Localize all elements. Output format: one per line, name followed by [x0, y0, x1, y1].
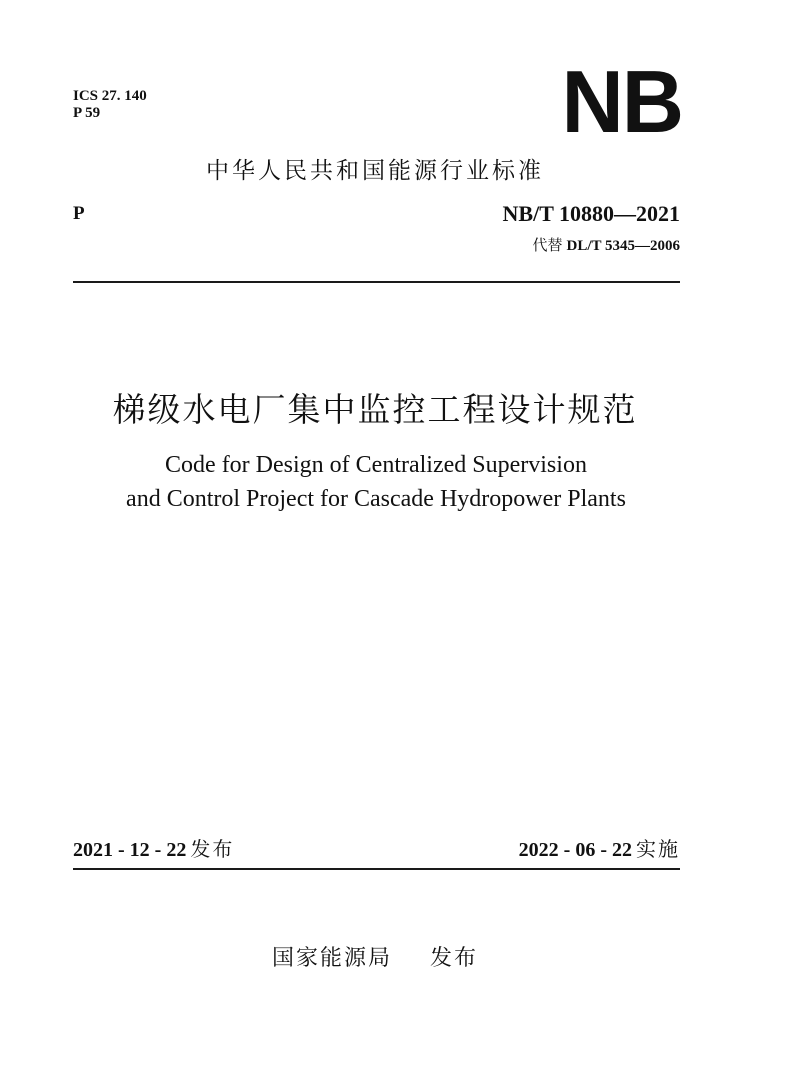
- title-english-line1: Code for Design of Centralized Supervision: [165, 452, 587, 478]
- title-english: [0, 448, 800, 516]
- replaces-number: DL/T 5345—2006: [566, 238, 680, 254]
- category-letter: P: [73, 203, 85, 224]
- replaces-label: 代替: [532, 236, 563, 254]
- standard-type-title: 中华人民共和国能源行业标准: [206, 158, 544, 184]
- publish-label: 发布: [430, 946, 479, 971]
- implement-label: 实施: [636, 837, 680, 861]
- title-chinese: 梯级水电厂集中监控工程设计规范: [112, 390, 638, 429]
- ccs-code: P 59: [73, 105, 101, 121]
- implement-date: 2022 - 06 - 22: [518, 839, 632, 861]
- publisher-name: 国家能源局: [271, 946, 392, 971]
- implement-date-block: [519, 836, 680, 863]
- classification-codes: [73, 88, 147, 122]
- top-divider: [73, 281, 680, 283]
- ics-code: ICS 27. 140: [73, 88, 147, 104]
- standard-number: NB/T 10880—2021: [502, 201, 680, 226]
- bottom-divider: [73, 868, 680, 870]
- issue-label: 发布: [190, 837, 235, 861]
- issue-date-block: [73, 836, 234, 863]
- publisher-line: [0, 944, 800, 974]
- issue-date: 2021 - 12 - 22: [73, 839, 187, 861]
- nb-logo: NB: [561, 52, 682, 151]
- title-english-line2: and Control Project for Cascade Hydropower Plants: [126, 486, 626, 512]
- replaces-standard: [532, 236, 680, 255]
